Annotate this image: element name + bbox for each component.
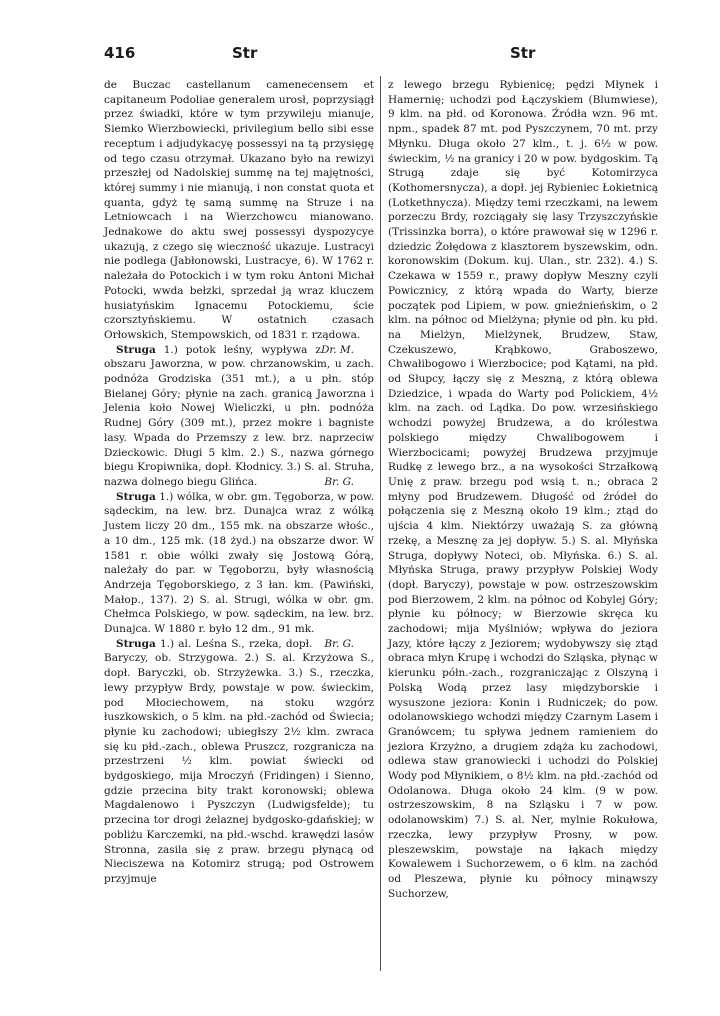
- entry-text: z lewego brzegu Rybienicę; pędzi Młynek i Hamernię; uchodzi pod Łączyskiem (Blumwiese), 9 klm. na płd. od Koronowa. Źródła wzn. 96 mt. npm., spadek 87 mt. pod Pyszczynem, 70 mt. przy Młynku. Długa około 27 klm., t. j. 6½ w pow. świeckim, ½ na granicy i 20 w pow. bydgoskim. Tą Strugą zdaje się być Kotomirzyca (Kothomersnycza), a dopł. jej Rybieniec Łokietnicą (Lotkethnycza). Między temi rzeczkami, na lewem porzeczu Brdy, rozciągały się lasy Trzyszczyńskie (Trissinzka borra), o które prawował się w 1296 r. dziedzic Żołędowa z klasztorem byszewskim, odn. koronowskim (Dokum. kuj. Ulan., str. 232). 4.) S. Czekawa w 1559 r., prawy dopływ Meszny czyli Powicznicy, z którą wpada do Warty, bierze początek pod Lipiem, w pow. gnieźnieńskim, o 2 klm. na północ od Mielżyna; płynie od płn. ku płd. na Mielżyn, Mielżynek, Brudzew, Staw, Czekuszewo, Krąbkowo, Graboszewo, Chwałibogowo i Wierzbocice; pod Kątami, na płd. od Słupcy, łączy się z Meszną, z którą oblewa Dziedzice, i wpada do Warty pod Polickiem, 4½ klm. na zach. od Lądka. Do pow. wrzesińskiego wchodzi powyżej Brudzewa, a do królestwa polskiego między Chwalibogowem i Wierzbocicami; powyżej Brudzewa przyjmuje Rudkę z lewego brz., a na wysokości Strzałkową Unię z praw. brzegu pod wsią t. n.; obraca 2 młyny pod Brudzewem. Długość od źródeł do połączenia się z Meszną około 19 klm.; ztąd do ujścia 4 klm. Niektórzy uważają S. za główną rzekę, a Mesznę za jej dopływ. 5.) S. al. Młyńska Struga, dopływy Noteci, ob. Młyńska. 6.) S. al. Młyńska Struga, prawy przypływ Polskiej Wody (dopł. Baryczy), powstaje w pow. ostrzeszowskim pod Bierzowem, 2 klm. na północ od Kobylej Góry; płynie ku północy; w Bierzowie skręca ku zachodowi; mija Myślniów; wpływa do jeziora Jazy, które łączy z Jeziorem; wydobywszy się ztąd obraca młyn Krupę i wchodzi do Szląska, płynąc w kierunku półn.-zach., rozgraniczając z Olszyną i Polską Wodą przez lasy międzyborskie i wysuszone jeziora: Konin i Rudniczek; do pow. odolanowskiego wchodzi między Czarnym Lasem i Granówcem; tu spływa jednem ramieniem do jeziora Krzyżno, a drugiem zdąża ku zachodowi, odlewa staw granowiecki i uchodzi do Polskiej Wody pod Młynikiem, o 8½ klm. na płd.-zachód od Odolanowa. Długa około 24 klm. (9 w pow. ostrzeszowskim, 8 na Szląsku i 7 w pow. odolanowskim) 7.) S. al. Ner, mylnie Rokułowa, rzeczka, lewy przypływ Prosny, w pow. pleszewskim, powstaje na łąkach między Kowalewem i Suchorzewem, o 6 klm. na zachód od Pleszewa, płynie ku północy minąwszy Suchorzew,: [388, 79, 658, 900]
- entry-text: 1.) wólka, w obr. gm. Tęgoborza, w pow. sądeckim, na lew. brz. Dunajca wraz z wólką Justem liczy 20 dm., 155 mk. na obszarze włośc., a 10 dm., 125 mk. (18 żyd.) na obszarze dwor. W 1581 r. obie wólki zwały się Jostową Górą, należały do par. w Tęgoborzu, były własnością Andrzeja Tęgoborskiego, z 3 łan. km. (Pawiński, Małop., 137). 2) S. al. Strugi, wólka w obr. gm. Chełmca Polskiego, w pow. sądeckim, na lew. brz. Dunajca. W 1880 r. było 12 dm., 91 mk.: [104, 490, 374, 636]
- entry-paragraph: [104, 490, 374, 650]
- author-signature: Dr. M.: [320, 343, 354, 356]
- running-head-right: Str: [510, 44, 536, 62]
- entry-headword: Struga: [116, 637, 156, 650]
- entry-paragraph: [388, 78, 658, 901]
- entry-text: 1.) potok leśny, wypływa z obszaru Jaworzna, w pow. chrzanowskim, u zach. podnóża Grodziska (351 mt.), a u płn. stóp Bielanej Góry; płynie na zach. granicą Jaworzna i Jelenia koło Nowej Wieliczki, u płn. podnóża Rudnej Góry (309 mt.), przez mokre i bagniste lasy. Wpada do Przemszy z lew. brz. naprzeciw Dzieckowic. Długi 5 klm. 2.) S., nazwa górnego biegu Kropiwnika, dopł. Kłodnicy. 3.) S. al. Struha, nazwa dolnego biegu Glińca.: [104, 343, 374, 488]
- page-header: [0, 44, 720, 66]
- running-head-left: Str: [232, 44, 258, 62]
- author-signature: Br. G.: [324, 475, 354, 488]
- entry-paragraph: [104, 637, 374, 887]
- entry-text: de Buczac castellanum camenecensem et capitaneum Podoliae generalem urosł, poprzysiągł przez świadki, które w tym przywileju mianuje, Siemko Wierzbowiecki, privilegium bello sibi esse receptum i adjudykacyę possessyi na tą przysięgę od tego czasu otrzymał. Ukazano było na rewizyi przeszłej od Nadolskiej summę na tej majętności, której summy i nie mianują, i non constat quota et quanta, gdyż tę samą summę na Struze i na Letniowcach i na Wierzchowcu mianowano. Jednakowe do aktu swej possessyi dyspozycye ukazują, z czego się wieczność ukazuje. Lustracyi nie podlega (Jabłonowski, Lustracye, 6). W 1762 r. należała do Potockich i w tym roku Antoni Michał Potocki, wwda bełzki, sprzedał ją wraz kluczem husiatyńskim Ignacemu Potockiemu, ście czorsztyńskiemu. W ostatnich czasach Orłowskich, Stempowskich, od 1831 r. rządowa.: [104, 79, 374, 341]
- entry-text: 1.) al. Leśna S., rzeka, dopł. Baryczy, ob. Strzygowa. 2.) S. al. Krzyżowa S., dopł. Baryczki, ob. Strzyżewka. 3.) S., rzeczka, lewy przypływ Brdy, powstaje w pow. świeckim, pod Młociechowem, na stoku wzgórz łuszkowskich, o 5 klm. na płd.-zachód od Świecia; płynie ku zachodowi; ubiegłszy 2½ klm. zwraca się ku płd.-zach., oblewa Pruszcz, rozgranicza na przestrzeni ½ klm. powiat świecki od bydgoskiego, mija Mroczyń (Fridingen) i Sienno, gdzie przecina bity trakt koronowski; oblewa Magdalenowo i Pyszczyn (Ludwigsfelde); tu przecina tor drogi żelaznej bydgosko-gdańskiej; w pobliżu Karczemki, na płd.-wschd. krawędzi lasów Stronna, zasila się z praw. brzegu płynącą od Nieciszewa na Kotomirz strugą; pod Ostrowem przyjmuje: [104, 637, 374, 885]
- entry-headword: Struga: [116, 490, 156, 503]
- left-column: [104, 78, 374, 887]
- entry-headword: Struga: [116, 343, 156, 356]
- column-divider: [380, 76, 381, 971]
- entry-paragraph: [104, 343, 374, 490]
- page-number: 416: [104, 44, 136, 62]
- author-signature: Br. G.: [324, 637, 354, 650]
- right-column: [388, 78, 658, 901]
